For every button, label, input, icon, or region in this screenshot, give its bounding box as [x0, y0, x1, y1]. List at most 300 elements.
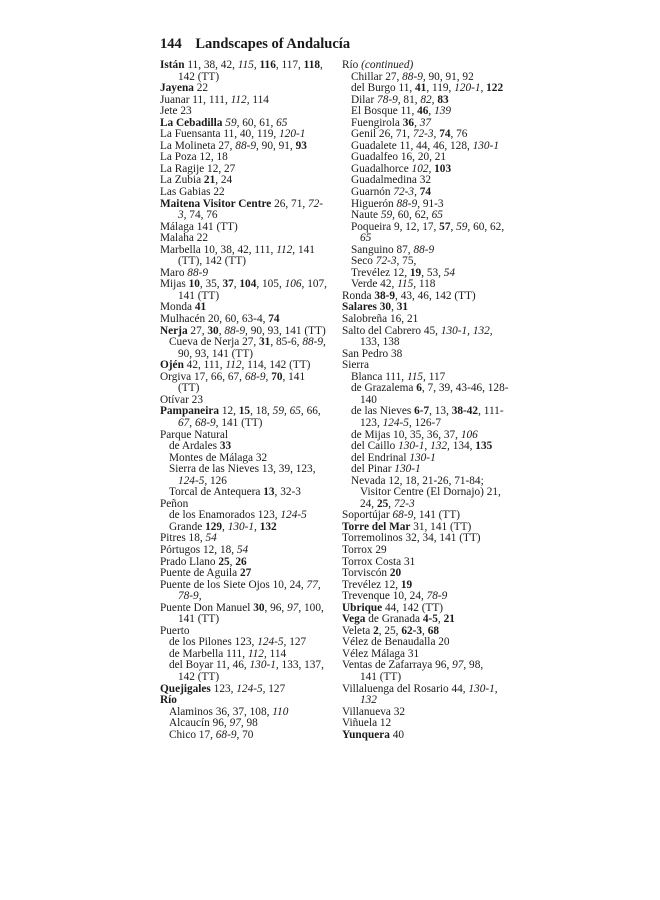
- index-entry-text: 67,: [178, 416, 193, 429]
- index-entry-text: 27,: [187, 324, 208, 337]
- index-entry-text: , 105,: [256, 278, 285, 291]
- index-entry-text: Torrox 29: [342, 543, 387, 556]
- index-entry-text: Trevélez 12,: [351, 266, 410, 279]
- index-entry-text: 130-1,: [398, 440, 428, 453]
- index-entry-text: , 25,: [378, 624, 402, 637]
- index-entry-text: 117: [425, 370, 446, 383]
- index-entry-text: 19: [409, 266, 422, 279]
- index-entry-text: 130-1,: [227, 520, 257, 533]
- index-entry-text: 142 (TT): [178, 670, 220, 683]
- index-entry-text: 70: [239, 728, 254, 741]
- index-entry-text: 124-5: [280, 509, 307, 522]
- index-entry-text: 11, 38, 42,: [184, 59, 238, 71]
- index-entry-text: 115,: [397, 278, 417, 291]
- index-entry-text: , 24: [215, 174, 233, 187]
- book-title: Landscapes of Andalucía: [195, 36, 351, 52]
- index-entry-text: La Molineta 27,: [160, 139, 236, 152]
- index-entry-text: Istán: [160, 59, 185, 71]
- index-entry-text: , 119,: [426, 82, 455, 95]
- index-entry-text: 27: [240, 567, 252, 580]
- index-entry-text: ,: [233, 278, 240, 291]
- page-header: [160, 36, 350, 53]
- index-entry-text: 70: [271, 370, 283, 383]
- index-entry-text: 127: [265, 682, 286, 695]
- index-entry-text: 37: [222, 278, 234, 291]
- index-entry-text: Vega: [342, 613, 366, 626]
- index-entry-text: 141 (TT): [218, 416, 263, 429]
- index-entry-text: Poqueira 9, 12, 17,: [351, 220, 440, 233]
- index-entry-text: 78-9,: [377, 93, 401, 106]
- index-entry-text: 112,: [225, 359, 245, 372]
- index-entry-text: Torcal de Antequera: [169, 486, 264, 499]
- index-entry-text: 97,: [229, 717, 244, 730]
- index-entry-text: Fuengirola: [351, 116, 403, 129]
- index-entry-text: 120-1,: [454, 82, 484, 95]
- index-entry-text: La Cebadilla: [160, 116, 223, 129]
- index-entry-text: 134,: [449, 440, 476, 453]
- index-entry-text: del Boyar 11, 46,: [169, 659, 250, 672]
- index-entry-text: Vélez Málaga 31: [342, 647, 420, 660]
- index-entry-text: Sanguino 87,: [351, 243, 414, 256]
- index-entry-text: 83: [437, 93, 449, 106]
- index-entry-text: 60, 62,: [470, 220, 505, 233]
- index-entry-text: 91-3: [420, 197, 444, 210]
- index-entry-text: Sierra de las Nieves 13, 39, 123,: [169, 463, 316, 476]
- index-entry-text: 68: [427, 624, 439, 637]
- index-entry-text: 38-42: [451, 405, 479, 418]
- index-entry-text: 123,: [360, 416, 383, 429]
- index-entry-text: 13: [263, 486, 275, 499]
- index-entry-text: 74: [419, 186, 432, 199]
- index-entry-text: 100,: [301, 601, 324, 614]
- index-entry-text: 72-: [308, 197, 324, 210]
- index-entry: [160, 730, 338, 742]
- index-entry-text: 57: [439, 220, 451, 233]
- index-entry-text: Seco: [351, 255, 376, 268]
- index-entry-text: 88-9,: [396, 197, 421, 210]
- index-entry-text: de Granada: [365, 613, 423, 626]
- index-entry-text: 129: [205, 520, 223, 533]
- index-entry-text: Prado Llano: [160, 555, 219, 568]
- index-entry-text: del Endrinal: [351, 451, 410, 464]
- index-entry-text: 112,: [276, 243, 296, 256]
- index-entry-text: Cueva de Nerja 27,: [169, 336, 260, 349]
- index-entry-text: Pampaneira: [160, 405, 219, 418]
- index-entry-text: Villaluenga del Rosario 44,: [342, 682, 469, 695]
- index-entry-text: Río: [160, 694, 177, 707]
- index-entry-text: 141 (TT): [416, 509, 460, 522]
- index-entry-text: 82,: [420, 93, 435, 106]
- index-entry-text: 65: [431, 209, 443, 222]
- index-entry-text: Ubrique: [342, 601, 383, 614]
- index-entry-text: 124-5,: [178, 474, 208, 487]
- index-entry-text: , 53,: [421, 266, 444, 279]
- index-entry-text: Mulhacén 20, 60, 63-4,: [160, 313, 269, 326]
- index-entry-text: Alaminos 36, 37, 108,: [169, 705, 273, 718]
- index-entry-text: 132,: [472, 324, 493, 337]
- index-entry-text: 115,: [406, 370, 426, 383]
- index-entry-text: 88-9: [413, 243, 435, 256]
- index-entry-text: La Poza 12, 18: [160, 151, 228, 164]
- index-entry-text: 130-1,: [440, 324, 471, 337]
- index-entry-text: Puerto: [160, 624, 190, 637]
- index-entry-text: 97,: [452, 659, 467, 672]
- index-entry-text: 30: [253, 601, 265, 614]
- index-entry-text: La Zubia: [160, 174, 204, 187]
- index-entry-text: El Bosque 11,: [351, 105, 418, 118]
- index-entry-text: 112,: [247, 647, 267, 660]
- index-entry-text: Nevada 12, 18, 21-26, 71-84;: [351, 474, 484, 487]
- index-entry-text: ,: [388, 497, 394, 510]
- index-entry-text: 54: [236, 543, 249, 556]
- index-entry-text: Guarnón: [351, 186, 394, 199]
- index-entry-text: 21: [443, 613, 455, 626]
- index-entry-text: 30: [207, 324, 219, 337]
- index-entry-text: ,: [222, 520, 228, 533]
- index-entry-text: 120-1: [279, 128, 306, 141]
- index-entry-text: Puente de los Siete Ojos 10, 24,: [160, 578, 307, 591]
- index-entry-text: 106,: [284, 278, 305, 291]
- index-entry-text: 22: [193, 82, 209, 95]
- index-entry-text: Trevenque 10, 24,: [342, 590, 427, 603]
- index-entry-text: 114: [266, 647, 287, 660]
- index-entry-text: del Pinar: [351, 463, 395, 476]
- index-entry-text: Mijas: [160, 278, 189, 291]
- index-entry-text: 112,: [230, 93, 250, 106]
- index-entry-text: 78-9: [426, 590, 448, 603]
- index-column-left: [160, 60, 338, 741]
- index-entry-text: Puente de Aguila: [160, 567, 241, 580]
- index-entry-text: , 141: [282, 370, 306, 383]
- index-entry-text: 114, 142 (TT): [244, 359, 311, 372]
- index-entry-text: 88-9,: [224, 324, 248, 337]
- index-entry-text: Villanueva 32: [342, 705, 406, 718]
- index-entry-text: , 111-: [478, 405, 504, 418]
- index-entry: [160, 684, 338, 696]
- index-entry-text: Marbella 10, 38, 42, 111,: [160, 243, 277, 256]
- index-entry-text: 133, 138: [360, 336, 400, 349]
- index-entry-text: Chillar 27,: [351, 70, 403, 83]
- index-entry-text: Guadalhorce: [351, 162, 412, 175]
- index-entry-text: 102,: [411, 162, 432, 175]
- index-entry-text: 114: [249, 93, 269, 106]
- index-entry-text: 19: [400, 578, 413, 591]
- index-entry-text: 90, 91,: [258, 139, 296, 152]
- index-entry-text: (continued): [361, 59, 414, 71]
- index-entry-text: 54: [443, 266, 456, 279]
- index-entry-text: 26, 71,: [271, 197, 308, 210]
- index-entry-text: del Caillo: [351, 440, 399, 453]
- index-entry-text: 77,: [306, 578, 321, 591]
- index-entry-text: Guadalfeo 16, 20, 21: [351, 151, 447, 164]
- index-entry-text: 141 (TT): [178, 289, 220, 302]
- index-entry-text: 132: [360, 694, 377, 707]
- index-entry-text: Málaga 141 (TT): [160, 220, 238, 233]
- index-entry-text: 37: [419, 116, 432, 129]
- index-entry-text: 132: [259, 520, 277, 533]
- index-entry-text: 110: [272, 705, 289, 718]
- index-entry-text: 20: [389, 567, 402, 580]
- index-entry-text: 65,: [289, 405, 304, 418]
- index-entry-text: 124-5,: [236, 682, 266, 695]
- index-entry-text: 124-5,: [382, 416, 412, 429]
- index-entry-text: Malaha 22: [160, 232, 208, 245]
- index-entry-text: 24,: [360, 497, 377, 510]
- index-entry-text: 41: [415, 82, 427, 95]
- index-entry-text: 40: [389, 728, 405, 741]
- index-entry-text: Jete 23: [160, 105, 192, 118]
- index-entry-text: Ojén: [160, 359, 184, 372]
- index-entry-text: 142 (TT): [178, 70, 220, 83]
- index-entry-text: 130-1,: [468, 682, 498, 695]
- index-entry-text: 74: [439, 128, 451, 141]
- index-entry-text: ,: [428, 105, 435, 118]
- index-column-right: [342, 60, 520, 741]
- index-entry: [342, 730, 520, 742]
- index-entry-text: 130-1: [409, 451, 436, 464]
- index-entry-text: Otívar 23: [160, 393, 203, 406]
- index-entry-text: Soportújar: [342, 509, 393, 522]
- index-entry-text: 116: [259, 59, 276, 71]
- index-entry-text: 3,: [178, 209, 187, 222]
- index-entry-text: (TT): [178, 382, 200, 395]
- index-entry-text: 74, 76: [186, 209, 218, 222]
- index-entry-text: La Ragije 12, 27: [160, 162, 236, 175]
- index-entry-text: 141 (TT): [178, 613, 220, 626]
- index-entry-text: 46: [417, 105, 429, 118]
- index-entry-text: Genil 26, 71,: [351, 128, 413, 141]
- index-entry-text: ,: [320, 59, 323, 71]
- index-entry-text: 135: [475, 440, 493, 453]
- index-entry-text: 65: [360, 232, 372, 245]
- index-entry-text: 4-5: [422, 613, 438, 626]
- index-entry-text: 68-9,: [215, 728, 240, 741]
- index-entry-text: 6-7: [414, 405, 430, 418]
- index-entry-text: 126: [207, 474, 227, 487]
- index-entry-text: Quejigales: [160, 682, 211, 695]
- index-entry-text: 10: [188, 278, 200, 291]
- index-entry-text: ,: [229, 555, 236, 568]
- index-entry-text: 59,: [225, 116, 240, 129]
- index-entry-text: 98: [243, 717, 258, 730]
- index-entry-text: 140: [360, 393, 377, 406]
- index-entry-text: 141 (TT): [360, 670, 402, 683]
- index-entry-text: 59,: [456, 220, 471, 233]
- index-entry-text: 127: [286, 636, 307, 649]
- index-entry-text: 107,: [304, 278, 327, 291]
- index-entry-text: 133, 137,: [278, 659, 324, 672]
- index-entry-text: 68-9,: [244, 370, 269, 383]
- index-entry-text: , 13,: [429, 405, 452, 418]
- index-entry-text: 62-3: [401, 624, 423, 637]
- index-entry-text: Parque Natural: [160, 428, 229, 441]
- index-entry-text: 122: [486, 82, 504, 95]
- index-entry-text: 130-1,: [249, 659, 279, 672]
- index-entry-text: 90, 91, 92: [425, 70, 474, 83]
- index-entry-text: 88-9,: [302, 336, 326, 349]
- page-number: 144: [160, 36, 182, 52]
- index-entry-text: 123,: [210, 682, 237, 695]
- index-entry-text: Maitena Visitor Centre: [160, 197, 272, 210]
- index-entry-text: 25: [218, 555, 230, 568]
- index-entry-text: , 18,: [250, 405, 273, 418]
- index-entry-text: , 117,: [275, 59, 304, 71]
- index-entry-text: de las Nieves: [351, 405, 415, 418]
- index-entry-text: 115,: [237, 59, 257, 71]
- index-entry-text: Ronda: [342, 289, 375, 302]
- index-entry-text: Salobreña 16, 21: [342, 313, 419, 326]
- index-entry-text: 126-7: [411, 416, 441, 429]
- index-entry-text: 132,: [430, 440, 450, 453]
- index-entry-text: Río: [342, 59, 362, 71]
- index-entry-text: ,: [422, 624, 428, 637]
- index-entry-text: ,: [218, 324, 225, 337]
- index-entry-text: 60, 61,: [239, 116, 277, 129]
- index-entry-text: de Marbella 111,: [169, 647, 248, 660]
- index-entry-text: 118: [303, 59, 320, 71]
- index-entry-text: de los Pilones 123,: [169, 636, 258, 649]
- index-entry-text: , 76: [450, 128, 468, 141]
- index-entry-text: 68-9,: [392, 509, 417, 522]
- index-entry-text: del Burgo 11,: [351, 82, 416, 95]
- index-entry-text: 74: [268, 313, 280, 326]
- index-entry-text: 26: [235, 555, 247, 568]
- index-entry-text: San Pedro 38: [342, 347, 403, 360]
- index-entry-text: Guadalmedina 32: [351, 174, 431, 187]
- index-entry-text: Guadalete 11, 44, 46, 128,: [351, 139, 473, 152]
- index-entry-text: 6: [416, 382, 422, 395]
- index-entry-text: 44, 142 (TT): [382, 601, 444, 614]
- index-entry-text: de Ardales: [169, 440, 220, 453]
- index-entry-text: Verde 42,: [351, 278, 398, 291]
- index-entry-text: 72-3,: [412, 128, 437, 141]
- index-entry-text: Trevélez 12,: [342, 578, 401, 591]
- index-entry-text: ,: [414, 116, 420, 129]
- index-entry-text: 130-1: [394, 463, 421, 476]
- index-entry-text: 90, 93, 141 (TT): [247, 324, 326, 337]
- index-entry-text: Las Gabias 22: [160, 186, 225, 199]
- index-entry-text: 36: [402, 116, 415, 129]
- index-entry-text: , 96,: [264, 601, 288, 614]
- index-entry-text: Blanca 111,: [351, 370, 407, 383]
- index-entry-text: , 32-3: [274, 486, 301, 499]
- index-entry-text: 31: [259, 336, 271, 349]
- index-entry-text: Veleta: [342, 624, 374, 637]
- index-entry-text: 33: [219, 440, 232, 453]
- index-entry-text: Salares 30: [342, 301, 392, 314]
- index-entry-text: 2: [373, 624, 379, 637]
- index-entry-text: La Fuensanta 11, 40, 119,: [160, 128, 280, 141]
- index-entry-text: Orgiva 17, 66, 67,: [160, 370, 245, 383]
- index-entry-text: 93: [295, 139, 307, 152]
- index-entry-text: Viñuela 12: [342, 717, 392, 730]
- index-entry-text: 31, 141 (TT): [410, 520, 472, 533]
- index-entry-text: 15: [238, 405, 251, 418]
- index-entry-text: 59,: [272, 405, 287, 418]
- index-entry-text: Torre del Mar: [342, 520, 411, 533]
- index-entry-text: , 35,: [199, 278, 223, 291]
- index-entry-text: 88-9,: [402, 70, 426, 83]
- index-entry-text: Pitres 18,: [160, 532, 206, 545]
- index-entry-text: 72-3,: [393, 186, 417, 199]
- index-entry-text: Chico 17,: [169, 728, 216, 741]
- index-entry-text: 97,: [287, 601, 302, 614]
- index-entry-text: 72-3,: [375, 255, 400, 268]
- index-entry-text: Yunquera: [342, 728, 390, 741]
- index-entry-text: Nerja: [160, 324, 188, 337]
- index-entry-text: , 85-6,: [270, 336, 303, 349]
- index-entry-text: 124-5,: [257, 636, 287, 649]
- index-entry-text: ,: [450, 220, 457, 233]
- index-entry-text: 103: [434, 162, 452, 175]
- index-entry-text: Pórtugos 12, 18,: [160, 543, 237, 556]
- index-entry-text: Peñon: [160, 497, 189, 510]
- index-entry-text: de Mijas 10, 35, 36, 37,: [351, 428, 461, 441]
- index-entry-text: 54: [205, 532, 217, 545]
- index-entry-text: de los Enamorados 123,: [169, 509, 281, 522]
- index-entry-text: Naute: [351, 209, 381, 222]
- index-entry-text: Montes de Málaga 32: [169, 451, 268, 464]
- index-entry-text: 130-1: [472, 139, 499, 152]
- index-entry-text: 90, 93, 141 (TT): [178, 347, 253, 360]
- index-entry-text: ,: [391, 301, 397, 314]
- index-entry-text: 65: [276, 116, 288, 129]
- index-entry-text: Torremolinos 32, 34, 141 (TT): [342, 532, 481, 545]
- index-entry-text: 88-9: [187, 266, 209, 279]
- index-entry-text: 59,: [380, 209, 395, 222]
- index-entry-text: 88-9,: [235, 139, 259, 152]
- index-entry-text: Grande: [169, 520, 206, 533]
- index-entry-text: 68-9,: [194, 416, 219, 429]
- index-entry-text: 72-3: [393, 497, 415, 510]
- index-entry-text: Jayena: [160, 82, 194, 95]
- index-entry-text: Torviscón: [342, 567, 390, 580]
- index-entry-text: Salto del Cabrero 45,: [342, 324, 441, 337]
- index-entry-text: Sierra: [342, 359, 369, 372]
- index-entry-text: 106: [460, 428, 478, 441]
- index-entry-text: Puente Don Manuel: [160, 601, 254, 614]
- index-entry-text: 118: [416, 278, 436, 291]
- index-entry-text: Ventas de Zafarraya 96,: [342, 659, 453, 672]
- index-entry-text: 139: [434, 105, 452, 118]
- index-entry-text: Dilar: [351, 93, 378, 106]
- index-entry-text: 66,: [303, 405, 321, 418]
- index-entry-text: 38-9: [374, 289, 396, 302]
- index-entry-text: (TT), 142 (TT): [178, 255, 247, 268]
- index-entry-text: 98,: [466, 659, 484, 672]
- index-entry-text: 41: [194, 301, 207, 314]
- index-entry-text: Monda: [160, 301, 195, 314]
- index-entry-text: Higuerón: [351, 197, 397, 210]
- index-entry-text: 12,: [219, 405, 239, 418]
- index-entry-text: 60, 62,: [394, 209, 432, 222]
- index-entry-text: 141: [295, 243, 315, 256]
- index-entry-text: , 7, 39, 43-46, 128-: [421, 382, 509, 395]
- index-entry-text: Visitor Centre (El Dornajo) 21,: [360, 486, 501, 499]
- index-entry-text: 31: [396, 301, 409, 314]
- index-entry-text: 21: [203, 174, 216, 187]
- index-entry-text: 81,: [400, 93, 421, 106]
- index-entry-text: Juanar 11, 111,: [160, 93, 231, 106]
- index-entry-text: ,: [437, 613, 444, 626]
- index-entry-text: 78-9,: [178, 590, 202, 603]
- index-entry-text: , 43, 46, 142 (TT): [395, 289, 476, 302]
- index-entry-text: Maro: [160, 266, 188, 279]
- index-entry-text: 75,: [399, 255, 417, 268]
- index-entry-text: Alcaucín 96,: [169, 717, 230, 730]
- index-entry-text: 25: [376, 497, 389, 510]
- index-entry-text: 42, 111,: [183, 359, 226, 372]
